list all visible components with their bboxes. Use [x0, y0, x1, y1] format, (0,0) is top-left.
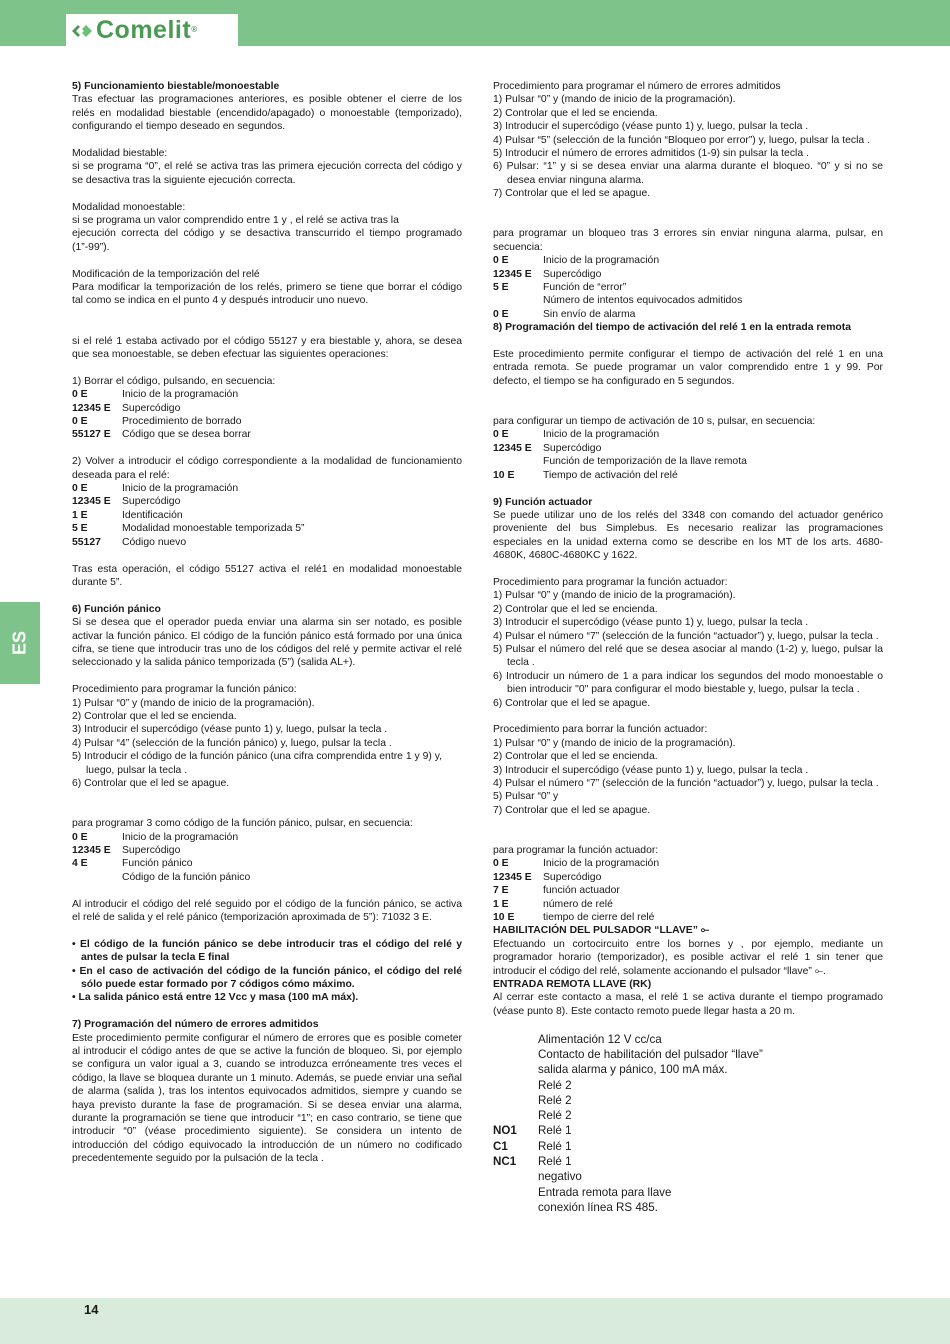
reenter-sequence [72, 482, 462, 549]
page-number: 14 [84, 1302, 99, 1317]
remote-input-title: ENTRADA REMOTA LLAVE (RK) [493, 979, 652, 991]
monostable-text-1: si se programa un valor comprendido entre 1 y , el relé se activa tras la [72, 215, 399, 227]
step: 1) Pulsar “0” y (mando de inicio de la programación). [493, 590, 736, 602]
step: 2) Controlar que el led se encienda. [493, 751, 658, 763]
sequence-row: 7 E función actuador [493, 885, 620, 897]
step: 1) Pulsar “0” y (mando de inicio de la programación). [493, 94, 736, 106]
activation-sequence [493, 428, 883, 482]
key-button-text: Efectuando un cortocircuito entre los bornes y , por ejemplo, mediante un programador horario (temporizador), es posible activar el relé 1 sin tener que introducir el código del relé, solamente accionando el pulsador “llave” ⟜. [493, 938, 883, 977]
step: 6) Pulsar: “1” y si se desea enviar una alarma durante el bloqueo. “0” y si no se desea enviar ninguna alarma. [493, 161, 883, 186]
actuator-delete-heading: Procedimiento para borrar la función actuador: [493, 724, 708, 736]
terminal-row: conexión línea RS 485. [538, 1200, 658, 1214]
sequence-row: 55127 E Código que se desea borrar [72, 429, 251, 441]
step: 1) Pulsar “0” y (mando de inicio de la programación). [72, 697, 315, 709]
sequence-row: 0 E Procedimiento de borrado [72, 416, 242, 428]
step: 6) Controlar que el led se apague. [493, 697, 651, 709]
step: 3) Introducir el supercódigo (véase punto 1) y, luego, pulsar la tecla . [493, 764, 809, 776]
bistable-heading: Modalidad biestable: [72, 148, 168, 160]
step: 3) Introducir el supercódigo (véase punto 1) y, luego, pulsar la tecla . [493, 121, 809, 133]
panic-activation-text: Al introducir el código del relé seguido por el código de la función pánico, se activa el relé de salida y el relé pánico (temporización aproximada de 5”): 71032 3 E. [72, 898, 462, 923]
remote-input-text: Al cerrar este contacto a masa, el relé 1 se activa durante el tiempo programado (véase punto 8). Este contacto remoto puede llegar hasta a 20 m. [493, 992, 883, 1017]
section-9-text: Se puede utilizar uno de los relés del 3348 con comando del actuador genérico proveniente del bus Simplebus. Es necesario realizar las programaciones especiales en la unidad externa como se describe en los MT de los arts. 4680-4680K, 4680C-4680KC y 1622. [493, 509, 883, 562]
delete-heading: 1) Borrar el código, pulsando, en secuencia: [72, 375, 276, 387]
modify-text: Para modificar la temporización de los relés, primero se tiene que borrar el código tal como se indica en el punto 4 y después introducir uno nuevo. [72, 282, 462, 307]
actuator-procedure-heading: Procedimiento para programar la función actuador: [493, 576, 728, 588]
step: 5) Introducir el número de errores admitidos (1-9) sin pulsar la tecla . [493, 148, 809, 160]
sequence-row: 0 E Sin envío de alarma [493, 308, 636, 320]
step: 4) Pulsar el número “7” (selección de la función “actuador”) y, luego, pulsar la tecla . [493, 630, 879, 642]
errors-example-heading: para programar un bloqueo tras 3 errores sin enviar ninguna alarma, pulsar, en secuencia: [493, 228, 883, 253]
step: 7) Controlar que el led se apague. [493, 804, 651, 816]
monostable-heading: Modalidad monoestable: [72, 201, 186, 213]
sequence-row: Código de la función pánico [122, 871, 251, 883]
sequence-row: 0 E Inicio de la programación [72, 389, 239, 401]
terminal-row: NC1 Relé 1 [493, 1155, 572, 1169]
after-operation-text: Tras esta operación, el código 55127 activa el relé1 en modalidad monoestable durante 5”. [72, 563, 462, 588]
terminal-row: Relé 2 [538, 1109, 572, 1123]
terminal-row: Relé 2 [538, 1093, 572, 1107]
step: 4) Pulsar el número “7” (selección de la función “actuador”) y, luego, pulsar la tecla . [493, 778, 879, 789]
step: 4) Pulsar “4” (selección de la función pánico) y, luego, pulsar la tecla . [72, 737, 392, 749]
step: 2) Controlar que el led se encienda. [493, 603, 658, 615]
sequence-row: 10 E tiempo de cierre del relé [493, 912, 655, 924]
sequence-row: 0 E Inicio de la programación [493, 858, 660, 870]
sequence-row: 12345 E Supercódigo [72, 402, 181, 414]
right-column [493, 80, 883, 1215]
section-6-text: Si se desea que el operador pueda enviar una alarma sin ser notado, es posible activar la función pánico. El código de la función pánico está formado por una única cifra, se tiene que introducir tras uno de los códigos del relé y permite activar el relé seleccionado y la salida pánico temporizada (5”) (salida AL+). [72, 617, 462, 669]
brand-logo [66, 14, 238, 46]
actuator-example-heading: para programar la función actuador: [493, 845, 659, 856]
section-5-title: 5) Funcionamiento biestable/monoestable [72, 81, 280, 92]
section-6-title: 6) Función pánico [72, 603, 161, 615]
section-5-text: Tras efectuar las programaciones anteriores, es posible obtener el cierre de los relés en modalidad biestable (encendido/apagado) o monoestable (temporizado), configurando el tiempo deseado en segundos. [72, 94, 462, 133]
sequence-row: 1 E número de relé [493, 898, 613, 910]
step: 7) Controlar que el led se apague. [493, 188, 651, 200]
step: 6) Controlar que el led se apague. [72, 777, 230, 789]
monostable-text-2: ejecución correcta del código y se desactiva transcurrido el tiempo programado (1”-99”). [72, 228, 462, 253]
section-7-title: 7) Programación del número de errores admitidos [72, 1019, 319, 1031]
key-button-title: HABILITACIÓN DEL PULSADOR “LLAVE” ⟜ [493, 925, 710, 937]
page-header [0, 0, 950, 46]
terminal-row: Alimentación 12 V cc/ca [538, 1032, 662, 1046]
step: 3) Introducir el supercódigo (véase punto 1) y, luego, pulsar la tecla . [72, 724, 388, 736]
comelit-mark-icon [70, 20, 94, 42]
left-column [72, 80, 462, 1166]
delete-sequence [72, 388, 462, 442]
errors-procedure-heading: Procedimiento para programar el número de errores admitidos [493, 81, 781, 92]
sequence-row: 10 E Tiempo de activación del relé [493, 469, 678, 481]
sequence-row: 5 E Modalidad monoestable temporizada 5” [72, 523, 305, 535]
terminal-row: Relé 2 [538, 1078, 572, 1092]
terminal-row: negativo [538, 1170, 582, 1184]
actuator-sequence [493, 857, 883, 924]
sequence-row: 12345 E Supercódigo [493, 442, 602, 454]
sequence-row: 0 E Inicio de la programación [493, 429, 660, 441]
panic-procedure-heading: Procedimiento para programar la función pánico: [72, 684, 297, 696]
terminal-row: Entrada remota para llave [538, 1185, 672, 1199]
sequence-row: Número de intentos equivocados admitidos [543, 295, 743, 307]
step: 6) Introducir un número de 1 a para indicar los segundos del modo monoestable o bien introducir "0" para configurar el modo biestable y, luego, pulsar la tecla . [493, 670, 883, 696]
sequence-row: 4 E Función pánico [72, 858, 193, 870]
terminal-row: NO1 Relé 1 [493, 1124, 572, 1138]
terminal-row: C1 Relé 1 [493, 1139, 572, 1153]
section-7-text: Este procedimiento permite configurar el número de errores que es posible cometer al introducir el código antes de que se active la función de bloqueo. Si, por ejemplo se configura un valor igual a 3, cuando se introduzca erróneamente tres veces el código, la llave se bloquea durante un 1 minuto. Además, se puede enviar una señal de alarma (salida ), tras los intentos equivocados admitidos, siempre y cuando se haya previsto durante la fase de programación. Si se desea enviar una alarma, durante la programación se tiene que introducir “1”; en caso contrario, se tiene que introducir “0” (véase procedimiento siguiente). Se considera un intento de introducción del código equivocado la introducción de un número no codificado precedentemente seguido por la pulsación de la tecla . [72, 1032, 462, 1165]
brand-name: Comelit® [96, 16, 198, 44]
sequence-row: 1 E Identificación [72, 509, 183, 521]
panic-example-heading: para programar 3 como código de la función pánico, pulsar, en secuencia: [72, 818, 413, 830]
section-8-title: 8) Programación del tiempo de activación del relé 1 en la entrada remota [493, 322, 852, 334]
step: 5) Pulsar “0” y [493, 791, 559, 803]
section-9-title: 9) Función actuador [493, 496, 593, 508]
sequence-row: 55127 Código nuevo [72, 536, 187, 548]
panic-sequence [72, 831, 462, 885]
sequence-row: Función de temporización de la llave remota [543, 456, 747, 468]
step: 2) Controlar que el led se encienda. [72, 710, 237, 722]
step: 5) Introducir el código de la función pánico (una cifra comprendida entre 1 y 9) y, luego, pulsar la tecla . [72, 751, 443, 776]
note: • En el caso de activación del código de la función pánico, el código del relé sólo puede estar formado por 7 códigos cómo máximo. [72, 965, 462, 990]
sequence-row: 5 E Función de “error” [493, 282, 627, 294]
sequence-row: 12345 E Supercódigo [493, 268, 602, 280]
errors-steps [493, 93, 883, 200]
modify-heading: Modificación de la temporización del relé [72, 268, 260, 280]
step: 1) Pulsar “0” y (mando de inicio de la programación). [493, 737, 736, 749]
sequence-row: 0 E Inicio de la programación [72, 483, 239, 495]
sequence-row: 12345 E Supercódigo [72, 844, 181, 856]
panic-steps [72, 697, 462, 791]
page-footer [0, 1298, 950, 1344]
sequence-row: 12345 E Supercódigo [493, 871, 602, 883]
step: 5) Pulsar el número del relé que se desea asociar al mando (1-2) y, luego, pulsar la tecla . [493, 643, 883, 669]
errors-sequence [493, 254, 883, 321]
step: 2) Controlar que el led se encienda. [493, 107, 658, 119]
sequence-row: 0 E Inicio de la programación [72, 831, 239, 843]
actuator-steps [493, 589, 883, 710]
step: 4) Pulsar “5” (selección de la función “Bloqueo por error”) y, luego, pulsar la tecla . [493, 134, 870, 146]
note: • El código de la función pánico se debe introducir tras el código del relé y antes de pulsar la tecla E final [72, 938, 462, 964]
activation-example-heading: para configurar un tiempo de activación de 10 s, pulsar, en secuencia: [493, 416, 816, 428]
actuator-delete-steps [493, 737, 883, 817]
bistable-text: si se programa “0”, el relé se activa tras las primera ejecución correcta del código y se desactiva tras la siguiente ejecución correcta. [72, 161, 462, 186]
language-tab: ES [0, 602, 40, 684]
terminals-list [493, 1032, 883, 1216]
note: • La salida pánico está entre 12 Vcc y masa (100 mA máx). [72, 992, 359, 1004]
sequence-row: 12345 E Supercódigo [72, 496, 181, 508]
terminal-row: salida alarma y pánico, 100 mA máx. [538, 1063, 728, 1077]
section-8-text: Este procedimiento permite configurar el tiempo de activación del relé 1 en una entrada remota. Se puede programar un valor comprendido entre 1 y 99. Por defecto, el tiempo se ha configurado en 5 segundos. [493, 349, 883, 387]
panic-notes [72, 938, 462, 1005]
example-text: si el relé 1 estaba activado por el código 55127 y era biestable y, ahora, se desea que sea monoestable, se deben efectuar las siguientes operaciones: [72, 335, 462, 361]
reenter-heading: 2) Volver a introducir el código correspondiente a la modalidad de funcionamiento deseada para el relé: [72, 456, 462, 481]
step: 3) Introducir el supercódigo (véase punto 1) y, luego, pulsar la tecla . [493, 617, 809, 629]
sequence-row: 0 E Inicio de la programación [493, 255, 660, 267]
terminal-row: Contacto de habilitación del pulsador “llave” [538, 1047, 763, 1061]
